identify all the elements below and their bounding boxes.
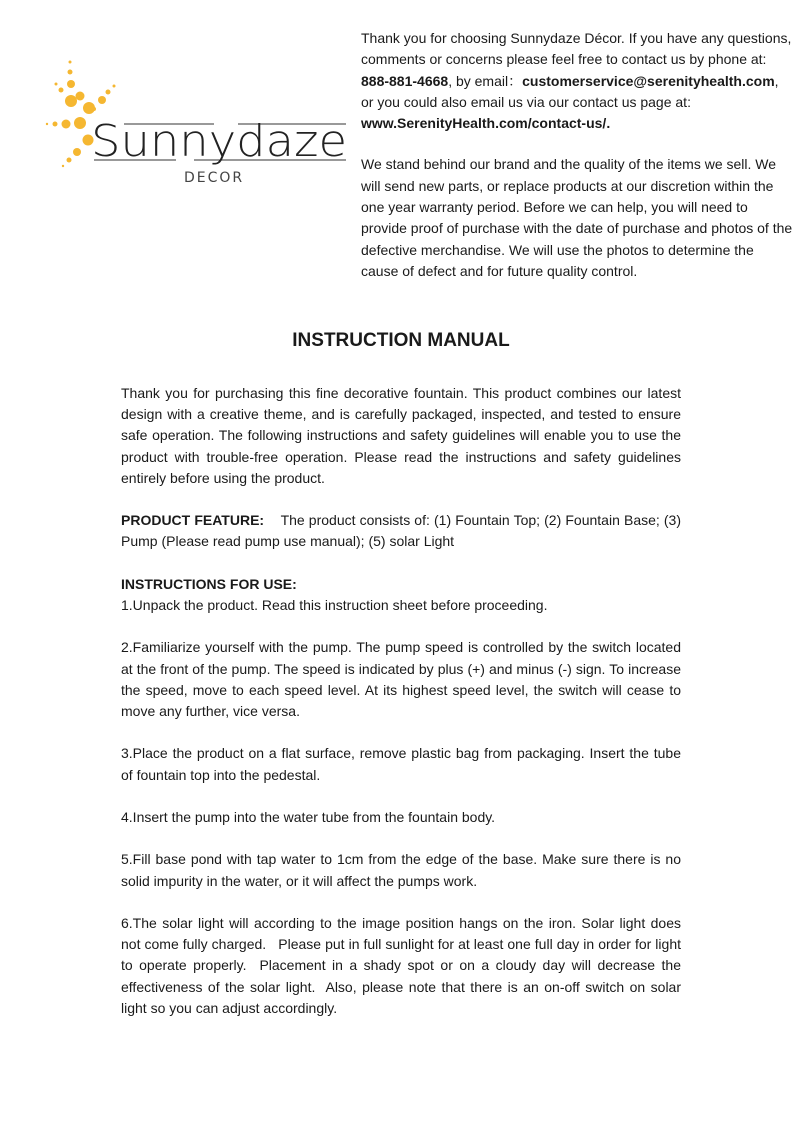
warranty-paragraph: We stand behind our brand and the quality of the items we sell. We will send new parts, or replace products at our discretion within the one year warranty period. Before we can help, you will need to provide proof of purchase with the date of purchase and photos of the defective merchandise. We will use the photos to determine the cause of defect and for future quality control. (361, 156, 793, 279)
step-2: 2.Familiarize yourself with the pump. The pump speed is controlled by the switch located at the front of the pump. The speed is indicated by plus (+) and minus (-) sign. To increase the speed, move to each speed level. At its highest speed level, the switch will cease to move any further, vice versa. (121, 639, 681, 719)
instructions-heading (121, 574, 681, 595)
feature-text: The product consists of: (1) Fountain Top; (2) Fountain Base; (3) Pump (Please read pump use manual); (5) solar Light (121, 512, 682, 550)
manual-body (121, 383, 685, 1040)
step-6: 6.The solar light will according to the image position hangs on the iron. Solar light does not come fully charged. Please put in full sunlight for at least one full day in order for light to operate properly. Placement in a shady spot or on a cloudy day will decrease the effectiveness of the solar light. Also, please note that there is an on-off switch on solar light so you can adjust accordingly. (121, 914, 685, 1016)
contact-paragraph (361, 28, 793, 134)
contact-info (361, 28, 793, 302)
contact-text: Thank you for choosing Sunnydaze Décor. If you have any questions, comments or concerns please feel free to contact us by phone at: (361, 30, 792, 68)
title-text: INSTRUCTION MANUAL (292, 330, 510, 351)
logo-brand-text: Sunnydaze (91, 116, 347, 167)
intro-paragraph: Thank you for purchasing this fine decorative fountain. This product combines our latest design with a creative theme, and is carefully packaged, inspected, and tested to ensure safe operation. The following instructions and safety guidelines will enable you to use the product with trouble-free operation. Please read the instructions and safety guidelines entirely before using the product. (121, 385, 681, 486)
contact-text: , or you could also email us via our contact us page at: (361, 72, 779, 110)
sunnydaze-decor-logo (36, 60, 356, 190)
contact-text: , by email： (448, 72, 523, 89)
sun-logo-icon (36, 60, 356, 190)
instructions-label: INSTRUCTIONS FOR USE: (121, 575, 297, 592)
feature-label: PRODUCT FEATURE: (121, 512, 265, 529)
phone-number: 888-881-4668 (361, 72, 449, 89)
page-title (0, 330, 802, 352)
feature-paragraph (121, 510, 681, 552)
step-3: 3.Place the product on a flat surface, remove plastic bag from packaging. Insert the tube of fountain top into the pedestal. (121, 745, 681, 783)
step-5: 5.Fill base pond with tap water to 1cm from the edge of the base. Make sure there is no solid impurity in the water, or it will affect the pumps work. (121, 851, 681, 889)
step-4: 4.Insert the pump into the water tube from the fountain body. (121, 808, 496, 825)
logo-sub-text: DECOR (184, 170, 245, 186)
email-address[interactable]: customerservice@serenityhealth.com (522, 72, 775, 89)
contact-url[interactable]: www.SerenityHealth.com/contact-us/. (361, 115, 611, 132)
step-1: 1.Unpack the product. Read this instruction sheet before proceeding. (121, 597, 548, 613)
